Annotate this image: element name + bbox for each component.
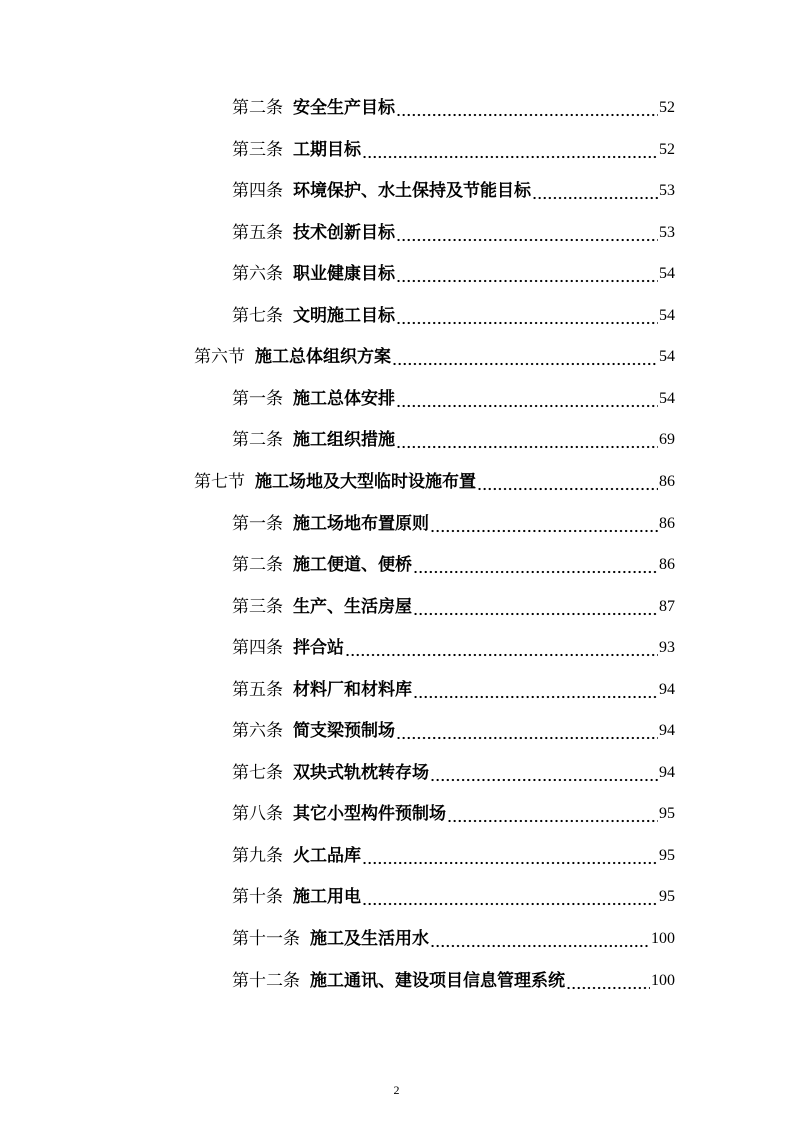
toc-entry-title: 文明施工目标: [293, 305, 395, 326]
toc-entry-number: 第五条: [232, 679, 283, 700]
toc-entry[interactable]: [194, 341, 675, 369]
toc-entry-title: 拌合站: [293, 638, 344, 659]
toc-entry-title: 技术创新目标: [293, 222, 395, 243]
toc-entry[interactable]: [232, 674, 675, 702]
toc-entry-number: 第九条: [232, 845, 283, 866]
toc-entry-number: 第一条: [232, 513, 283, 534]
dot-leader: [396, 304, 658, 328]
toc-entry-page: 53: [659, 223, 675, 241]
toc-entry[interactable]: [232, 134, 675, 162]
dot-leader: [566, 969, 650, 993]
dot-leader: [362, 885, 658, 909]
toc-entry-page: 95: [659, 805, 675, 823]
dot-leader: [477, 470, 658, 494]
toc-entry-number: 第六条: [232, 264, 283, 285]
dot-leader: [430, 512, 658, 536]
page-number: 2: [393, 1083, 400, 1097]
toc-entry-page: 52: [659, 99, 675, 116]
dot-leader: [392, 345, 658, 369]
toc-entry[interactable]: [232, 258, 675, 286]
toc-entry-page: 52: [659, 140, 675, 158]
toc-entry-title: 施工组织措施: [293, 430, 395, 451]
toc-entry[interactable]: [232, 92, 675, 120]
toc-entry-page: 54: [659, 348, 675, 366]
toc-entry-title: 火工品库: [293, 845, 361, 866]
toc-entry[interactable]: [232, 424, 675, 452]
toc-entry-page: 54: [659, 265, 675, 283]
toc-entry[interactable]: [232, 840, 675, 868]
toc-entry-page: 100: [651, 930, 675, 947]
toc-entry-number: 第七条: [232, 762, 283, 783]
toc-entry-number: 第三条: [232, 139, 283, 160]
toc-entry-number: 第六条: [232, 721, 283, 742]
toc-entry[interactable]: [194, 466, 675, 494]
toc-entry-number: 第二条: [232, 555, 283, 575]
toc-entry[interactable]: [232, 508, 675, 536]
toc-entry-title: 施工场地布置原则: [293, 513, 429, 534]
toc-entry[interactable]: [232, 965, 675, 993]
toc-entry-title: 施工用电: [293, 887, 361, 908]
toc-entry-title: 生产、生活房屋: [293, 596, 412, 617]
dot-leader: [413, 678, 658, 702]
toc-entry[interactable]: [232, 383, 675, 411]
toc-entry-page: 86: [659, 472, 675, 490]
dot-leader: [362, 138, 658, 162]
toc-entry-number: 第七条: [232, 305, 283, 326]
dot-leader: [413, 595, 658, 619]
dot-leader: [430, 761, 658, 785]
toc-entry-title: 职业健康目标: [293, 264, 395, 285]
toc-entry-page: 95: [659, 846, 675, 864]
toc-entry-number: 第十条: [232, 887, 283, 908]
toc-entry-page: 53: [659, 182, 675, 200]
toc-entry-title: 施工便道、便桥: [293, 555, 412, 575]
dot-leader: [396, 387, 658, 411]
toc-entry-number: 第三条: [232, 596, 283, 617]
dot-leader: [396, 428, 658, 452]
dot-leader: [396, 262, 658, 286]
toc-entry[interactable]: [232, 715, 675, 743]
toc-entry[interactable]: [232, 217, 675, 245]
toc-entry-page: 86: [659, 556, 675, 573]
dot-leader: [362, 844, 658, 868]
toc-entry-page: 95: [659, 888, 675, 906]
toc-entry-page: 86: [659, 514, 675, 532]
toc-entry-number: 第二条: [232, 430, 283, 451]
dot-leader: [396, 96, 658, 120]
toc-entry-page: 87: [659, 597, 675, 615]
dot-leader: [396, 719, 658, 743]
toc-entry-title: 安全生产目标: [293, 98, 395, 118]
toc-entry-title: 简支梁预制场: [293, 721, 395, 742]
toc-entry-number: 第八条: [232, 804, 283, 825]
toc-entry-title: 施工总体组织方案: [255, 347, 391, 368]
toc-entry-page: 94: [659, 722, 675, 740]
toc-entry-title: 施工及生活用水: [310, 929, 429, 949]
toc-entry-page: 94: [659, 680, 675, 698]
toc-entry-page: 94: [659, 763, 675, 781]
dot-leader: [447, 802, 658, 826]
toc-entry-page: 54: [659, 306, 675, 324]
dot-leader: [413, 553, 658, 577]
toc-entry[interactable]: [232, 757, 675, 785]
toc-entry[interactable]: [232, 175, 675, 203]
dot-leader: [396, 221, 658, 245]
toc-entry-number: 第六节: [194, 347, 245, 368]
toc-entry-title: 施工场地及大型临时设施布置: [255, 471, 476, 492]
toc-entry-number: 第四条: [232, 181, 283, 202]
toc-entry-number: 第四条: [232, 638, 283, 659]
dot-leader: [345, 636, 658, 660]
dot-leader: [430, 927, 650, 951]
toc-entry[interactable]: [232, 881, 675, 909]
toc-entry-number: 第一条: [232, 388, 283, 409]
dot-leader: [532, 179, 658, 203]
toc-entry[interactable]: [232, 549, 675, 577]
toc-entry-title: 环境保护、水土保持及节能目标: [293, 181, 531, 202]
toc-entry[interactable]: [232, 591, 675, 619]
toc-entry-page: 54: [659, 389, 675, 407]
toc-entry[interactable]: [232, 798, 675, 826]
toc-entry-number: 第十二条: [232, 970, 300, 991]
toc-entry-page: 93: [659, 639, 675, 657]
toc-entry-number: 第十一条: [232, 929, 300, 949]
toc-entry[interactable]: [232, 923, 675, 951]
toc-entry-title: 施工总体安排: [293, 388, 395, 409]
toc-entry-number: 第五条: [232, 222, 283, 243]
toc-entry-title: 工期目标: [293, 139, 361, 160]
toc-entry-number: 第七节: [194, 471, 245, 492]
toc-entry-page: 69: [659, 431, 675, 449]
toc-entry-number: 第二条: [232, 98, 283, 118]
toc-entry-title: 施工通讯、建设项目信息管理系统: [310, 970, 565, 991]
toc-entry-title: 其它小型构件预制场: [293, 804, 446, 825]
toc-entry-page: 100: [651, 971, 675, 989]
toc-entry[interactable]: [232, 300, 675, 328]
toc-entry-title: 双块式轨枕转存场: [293, 762, 429, 783]
toc-entry-title: 材料厂和材料库: [293, 679, 412, 700]
toc-entry[interactable]: [232, 632, 675, 660]
